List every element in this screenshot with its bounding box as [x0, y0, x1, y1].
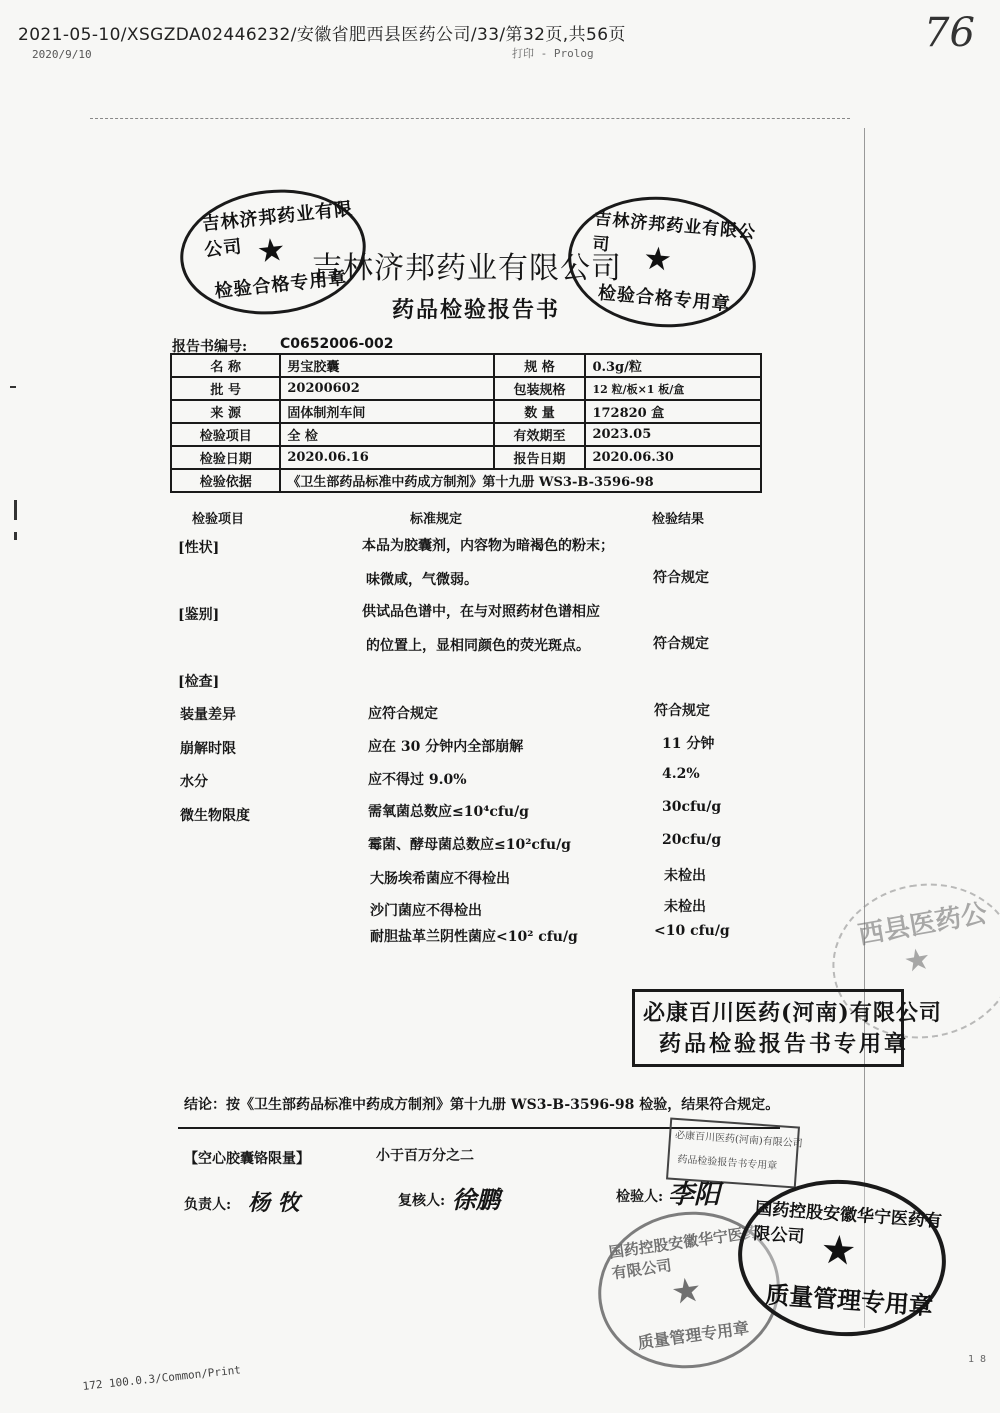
check-standard: 应不得过 9.0% [368, 772, 467, 788]
left-seal-bottom-text: 检验合格专用章 [213, 267, 349, 303]
check-result: <10 cfu/g [654, 923, 730, 939]
table-row [171, 446, 761, 469]
check-name: 崩解时限 [180, 741, 236, 757]
document-title: 药品检验报告书 [392, 297, 561, 323]
table-row [171, 400, 761, 423]
margin-tick [14, 532, 17, 540]
table-label: 包装规格 [494, 377, 586, 400]
report-number-label: 报告书编号: [172, 339, 248, 355]
faded-seal-text: 西县医药公 [856, 898, 990, 951]
table-label: 报告日期 [494, 446, 586, 469]
section-identification-title: [鉴别] [178, 607, 220, 623]
identification-result: 符合规定 [653, 636, 709, 652]
table-label: 名 称 [171, 354, 280, 377]
margin-tick [14, 500, 17, 520]
small-stamp-line2: 药品检验报告书专用章 [677, 1154, 778, 1173]
check-result: 20cfu/g [662, 832, 722, 848]
check-standard: 大肠埃希菌应不得检出 [370, 871, 510, 887]
conclusion-text: 结论：按《卫生部药品标准中药成方制剂》第十九册 WS3-B-3596-98 检验，结果符合规定。 [184, 1097, 780, 1113]
right-seal-top-text: 吉林济邦药业有限公司 [591, 208, 757, 256]
table-label: 批 号 [171, 377, 280, 400]
table-label: 检验依据 [171, 469, 280, 492]
table-label: 检验项目 [171, 423, 280, 446]
inspector-signature: 李阳 [668, 1180, 721, 1210]
star-icon: ★ [641, 238, 674, 279]
check-result: 30cfu/g [662, 799, 722, 815]
quality-seal-secondary-text: 国药控股安徽华宁医药有限公司 [607, 1222, 759, 1283]
margin-tick [10, 386, 16, 388]
check-result: 11 分钟 [662, 736, 715, 752]
quality-seal-secondary-bottom: 质量管理专用章 [636, 1318, 751, 1353]
table-value: 2023.05 [585, 423, 761, 446]
capsule-value: 小于百万分之二 [376, 1148, 474, 1164]
right-seal-bottom-text: 检验合格专用章 [597, 282, 732, 316]
box-stamp-line2: 药品检验报告书专用章 [659, 1031, 910, 1057]
company-name: 吉林济邦药业有限公司 [312, 251, 622, 286]
product-info-table [170, 353, 762, 493]
box-report-stamp [632, 989, 942, 1067]
column-header-standard: 标准规定 [410, 512, 463, 527]
table-value: 20200602 [280, 377, 493, 400]
table-value: 2020.06.30 [585, 446, 761, 469]
star-icon: ★ [901, 941, 934, 981]
print-sub-date: 2020/9/10 [32, 48, 92, 61]
box-stamp-line1: 必康百川医药(河南)有限公司 [643, 1000, 942, 1026]
check-result: 未检出 [664, 899, 706, 915]
table-value: 172820 盒 [585, 400, 761, 423]
table-value: 12 粒/板×1 板/盒 [585, 377, 761, 400]
table-row [171, 354, 761, 377]
check-name: 水分 [180, 774, 208, 790]
table-label: 数 量 [494, 400, 586, 423]
check-result: 未检出 [664, 868, 706, 884]
print-label: 打印 - Prolog [512, 47, 594, 60]
capsule-label: 【空心胶囊铬限量】 [184, 1151, 310, 1167]
table-row [171, 377, 761, 400]
responsible-signature: 杨 牧 [248, 1190, 300, 1216]
report-number-value: C0652006-002 [280, 336, 394, 352]
footer-print-code: 172 100.0.3/Common/Print [82, 1363, 242, 1393]
reviewer-signature: 徐鹏 [452, 1185, 500, 1214]
table-label: 来 源 [171, 400, 280, 423]
reviewer-label: 复核人: [398, 1193, 446, 1209]
table-row [171, 423, 761, 446]
table-value: 男宝胶囊 [280, 354, 493, 377]
table-value: 0.3g/粒 [585, 354, 761, 377]
table-value: 《卫生部药品标准中药成方制剂》第十九册 WS3-B-3596-98 [280, 469, 761, 492]
table-value: 固体制剂车间 [280, 400, 493, 423]
check-standard: 耐胆盐革兰阴性菌应<10² cfu/g [370, 929, 578, 945]
right-margin-line [864, 128, 865, 1328]
star-icon: ★ [254, 229, 288, 271]
table-label: 规 格 [494, 354, 586, 377]
page-mark: 1 8 [968, 1354, 987, 1365]
check-standard: 应在 30 分钟内全部崩解 [368, 739, 524, 755]
identification-standard-line2: 的位置上，显相同颜色的荧光斑点。 [366, 638, 590, 654]
table-label: 检验日期 [171, 446, 280, 469]
small-stamp-line1: 必康百川医药(河南)有限公司 [674, 1129, 803, 1150]
inspector-label: 检验人: [616, 1189, 664, 1205]
left-seal-top-text: 吉林济邦药业有限公司 [200, 198, 355, 262]
responsible-label: 负责人: [184, 1197, 232, 1213]
identification-standard-line1: 供试品色谱中，在与对照药材色谱相应 [362, 604, 600, 620]
check-standard: 需氧菌总数应≤10⁴cfu/g [368, 804, 529, 820]
check-standard: 沙门菌应不得检出 [370, 903, 482, 919]
handwritten-page-mark: 76 [924, 10, 975, 56]
column-header-item: 检验项目 [192, 512, 245, 527]
column-header-result: 检验结果 [652, 512, 705, 527]
section-inspection-title: [检查] [178, 674, 220, 690]
table-label: 有效期至 [494, 423, 586, 446]
table-value: 2020.06.16 [280, 446, 493, 469]
top-divider [90, 118, 850, 119]
quality-seal-bottom: 质量管理专用章 [764, 1279, 934, 1321]
appearance-standard-line1: 本品为胶囊剂，内容物为暗褐色的粉末； [362, 538, 614, 554]
quality-seal-text: 国药控股安徽华宁医药有限公司 [752, 1198, 943, 1248]
check-name: 装量差异 [180, 707, 236, 723]
star-icon: ★ [818, 1226, 858, 1275]
table-value: 全 检 [280, 423, 493, 446]
check-result: 4.2% [662, 766, 700, 782]
print-header-line: 2021-05-10/XSGZDA02446232/安徽省肥西县医药公司/33/第32页,共56页 [18, 25, 626, 45]
appearance-standard-line2: 味微咸，气微弱。 [366, 572, 478, 588]
check-name: 微生物限度 [180, 808, 250, 824]
appearance-result: 符合规定 [653, 570, 709, 586]
star-icon: ★ [668, 1269, 705, 1314]
check-result: 符合规定 [654, 703, 710, 719]
table-row [171, 469, 761, 492]
check-standard: 应符合规定 [368, 706, 438, 722]
section-appearance-title: [性状] [178, 540, 220, 556]
check-standard: 霉菌、酵母菌总数应≤10²cfu/g [368, 837, 571, 853]
